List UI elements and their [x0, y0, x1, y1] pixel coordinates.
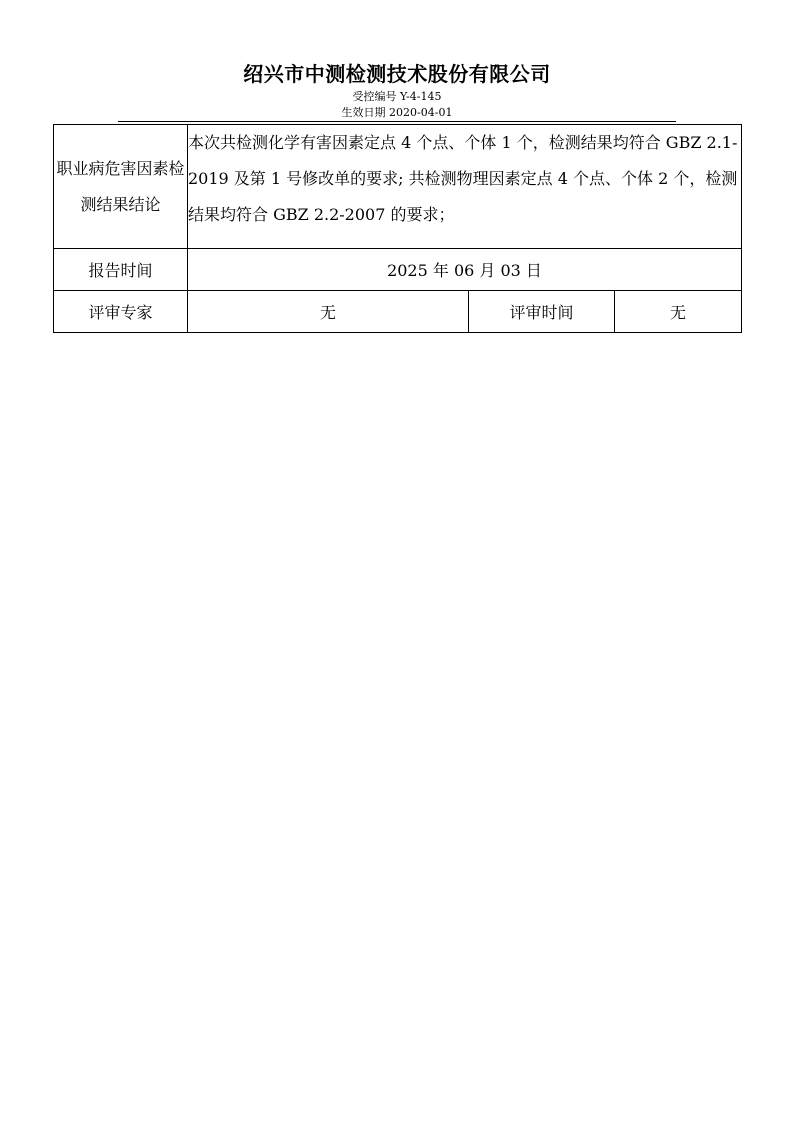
review-expert-value: 无: [188, 291, 469, 333]
review-time-value: 无: [615, 291, 742, 333]
report-time-value: 2025 年 06 月 03 日: [188, 249, 742, 291]
review-row: [54, 291, 742, 333]
control-number: 受控编号 Y-4-145: [352, 90, 442, 103]
header-divider: [118, 121, 676, 122]
review-time-label: 评审时间: [469, 291, 615, 333]
effective-date: 生效日期 2020-04-01: [341, 106, 453, 119]
report-time-row: [54, 249, 742, 291]
conclusion-label: 职业病危害因素检测结果结论: [54, 125, 188, 249]
report-table: [53, 124, 742, 333]
conclusion-row: [54, 125, 742, 249]
company-name: 绍兴市中测检测技术股份有限公司: [243, 62, 551, 86]
conclusion-text: 本次共检测化学有害因素定点 4 个点、个体 1 个，检测结果均符合 GBZ 2.1-2019 及第 1 号修改单的要求; 共检测物理因素定点 4 个点、个体 2 个，检测结果均符合 GBZ 2.2-2007 的要求；: [188, 125, 742, 249]
report-time-label: 报告时间: [54, 249, 188, 291]
review-expert-label: 评审专家: [54, 291, 188, 333]
